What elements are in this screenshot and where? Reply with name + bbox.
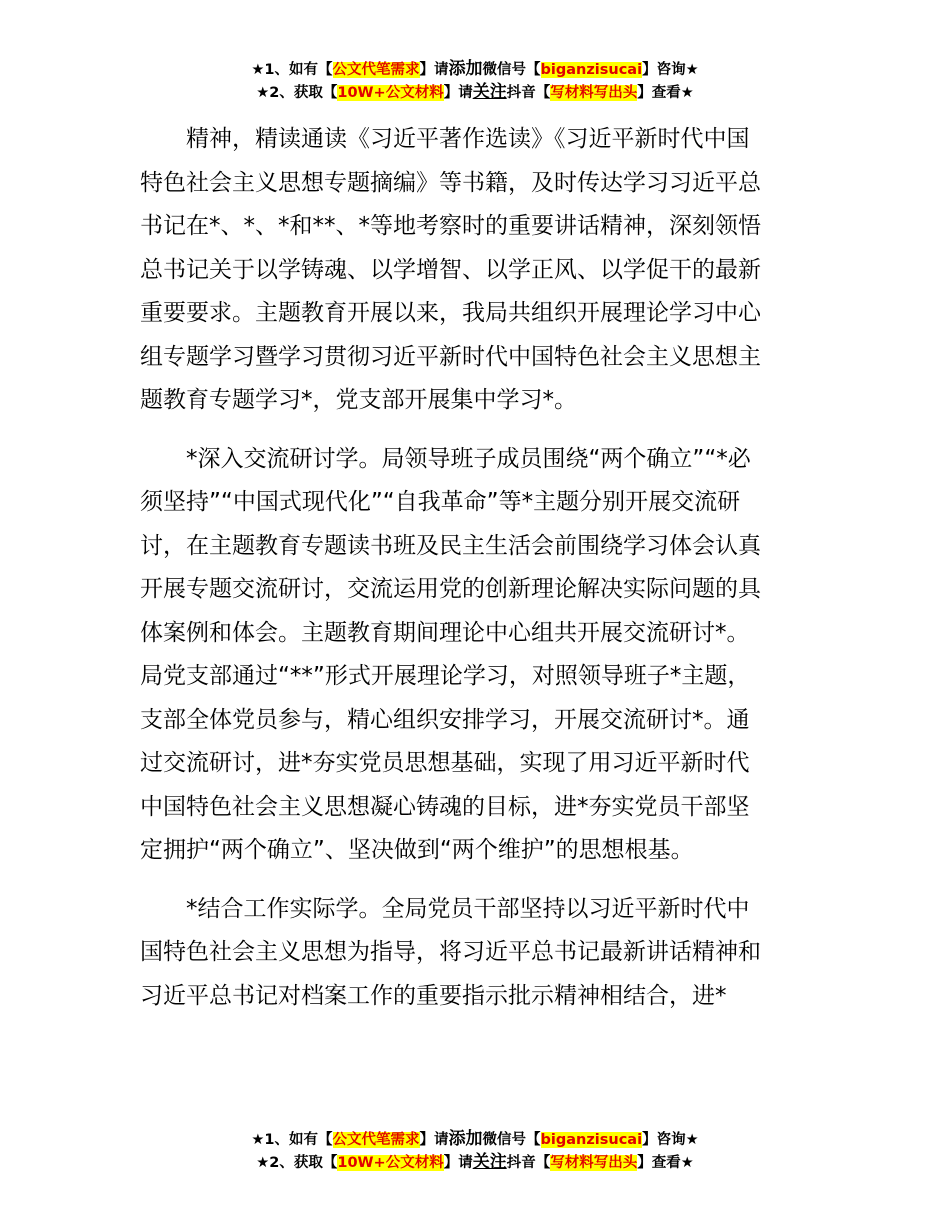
star-icon: ★ bbox=[256, 1155, 270, 1171]
star-icon: ★ bbox=[251, 1132, 265, 1148]
banner-text: 】请 bbox=[419, 62, 449, 78]
text-line: 定拥护“两个确立”、坚决做到“两个维护”的思想根基。 bbox=[140, 837, 694, 863]
text-line: *结合工作实际学。全局党员干部坚持以习近平新时代中 bbox=[186, 895, 750, 922]
paragraph-3 bbox=[140, 888, 812, 1019]
highlight-douyin: 写材料写出头 bbox=[550, 1155, 638, 1171]
text-line: 组专题学习暨学习贯彻习近平新时代中国特色社会主义思想主 bbox=[140, 343, 761, 370]
highlight-wechat-id: biganzisucai bbox=[540, 1132, 643, 1148]
text-line: 过交流研讨，进*夯实党员思想基础，实现了用习近平新时代 bbox=[140, 750, 750, 776]
star-icon: ★ bbox=[256, 85, 270, 101]
highlight-service: 公文代笔需求 bbox=[332, 62, 420, 78]
banner-text: 】咨询 bbox=[642, 1132, 686, 1148]
banner-line-2 bbox=[0, 1151, 950, 1174]
banner-text: 微信号【 bbox=[482, 1132, 541, 1148]
header-banner bbox=[0, 58, 950, 104]
star-icon: ★ bbox=[685, 1132, 699, 1148]
banner-text: 1、如有【 bbox=[264, 62, 333, 78]
star-icon: ★ bbox=[685, 62, 699, 78]
text-line: 体案例和体会。主题教育期间理论中心组共开展交流研讨*。 bbox=[140, 619, 750, 646]
paragraph-2 bbox=[140, 438, 812, 873]
banner-text: 1、如有【 bbox=[264, 1132, 333, 1148]
highlight-materials: 10W+公文材料 bbox=[337, 1155, 444, 1171]
banner-emphasis: 添加 bbox=[448, 1129, 483, 1149]
paragraph-1 bbox=[140, 118, 812, 423]
text-line: 支部全体党员参与，精心组织安排学习，开展交流研讨*。通 bbox=[140, 706, 750, 733]
banner-text: 】请 bbox=[443, 85, 473, 101]
highlight-materials: 10W+公文材料 bbox=[337, 85, 444, 101]
banner-emphasis: 关注 bbox=[472, 82, 507, 102]
banner-text: 抖音【 bbox=[506, 85, 551, 101]
banner-text: 】请 bbox=[443, 1155, 473, 1171]
banner-line-1 bbox=[0, 58, 950, 81]
star-icon: ★ bbox=[251, 62, 265, 78]
text-line: 重要要求。主题教育开展以来，我局共组织开展理论学习中心 bbox=[140, 300, 761, 326]
highlight-douyin: 写材料写出头 bbox=[550, 85, 638, 101]
text-line: 中国特色社会主义思想凝心铸魂的目标，进*夯实党员干部坚 bbox=[140, 793, 750, 820]
text-line: 题教育专题学习*，党支部开展集中学习*。 bbox=[140, 387, 577, 413]
banner-line-2 bbox=[0, 81, 950, 104]
text-line: 国特色社会主义思想为指导，将习近平总书记最新讲话精神和 bbox=[140, 939, 761, 965]
banner-text: 2、获取【 bbox=[269, 1155, 338, 1171]
banner-emphasis: 添加 bbox=[448, 59, 483, 79]
star-icon: ★ bbox=[680, 1155, 694, 1171]
highlight-wechat-id: biganzisucai bbox=[540, 62, 643, 78]
banner-text: 】咨询 bbox=[642, 62, 686, 78]
text-line: 特色社会主义思想专题摘编》等书籍，及时传达学习习近平总 bbox=[140, 169, 761, 196]
text-line: 讨，在主题教育专题读书班及民主生活会前围绕学习体会认真 bbox=[140, 532, 761, 559]
banner-emphasis: 关注 bbox=[472, 1152, 507, 1172]
text-line: *深入交流研讨学。局领导班子成员围绕“两个确立”“*必 bbox=[186, 445, 751, 472]
star-icon: ★ bbox=[680, 85, 694, 101]
banner-text: 】查看 bbox=[637, 85, 681, 101]
text-line: 局党支部通过“**”形式开展理论学习，对照领导班子*主题， bbox=[140, 663, 751, 689]
text-line: 开展专题交流研讨，交流运用党的创新理论解决实际问题的具 bbox=[140, 576, 761, 602]
text-line: 须坚持”“中国式现代化”“自我革命”等*主题分别开展交流研 bbox=[140, 489, 741, 515]
banner-text: 】查看 bbox=[637, 1155, 681, 1171]
text-line: 习近平总书记对档案工作的重要指示批示精神相结合，进* bbox=[140, 982, 727, 1009]
banner-text: 抖音【 bbox=[506, 1155, 551, 1171]
highlight-service: 公文代笔需求 bbox=[332, 1132, 420, 1148]
footer-banner bbox=[0, 1128, 950, 1174]
text-line: 总书记关于以学铸魂、以学增智、以学正风、以学促干的最新 bbox=[140, 256, 761, 283]
banner-line-1 bbox=[0, 1128, 950, 1151]
text-line: 精神，精读通读《习近平著作选读》《习近平新时代中国 bbox=[186, 126, 750, 152]
banner-text: 2、获取【 bbox=[269, 85, 338, 101]
banner-text: 】请 bbox=[419, 1132, 449, 1148]
document-body bbox=[140, 118, 812, 1033]
text-line: 书记在*、*、*和**、*等地考察时的重要讲话精神，深刻领悟 bbox=[140, 213, 761, 239]
banner-text: 微信号【 bbox=[482, 62, 541, 78]
